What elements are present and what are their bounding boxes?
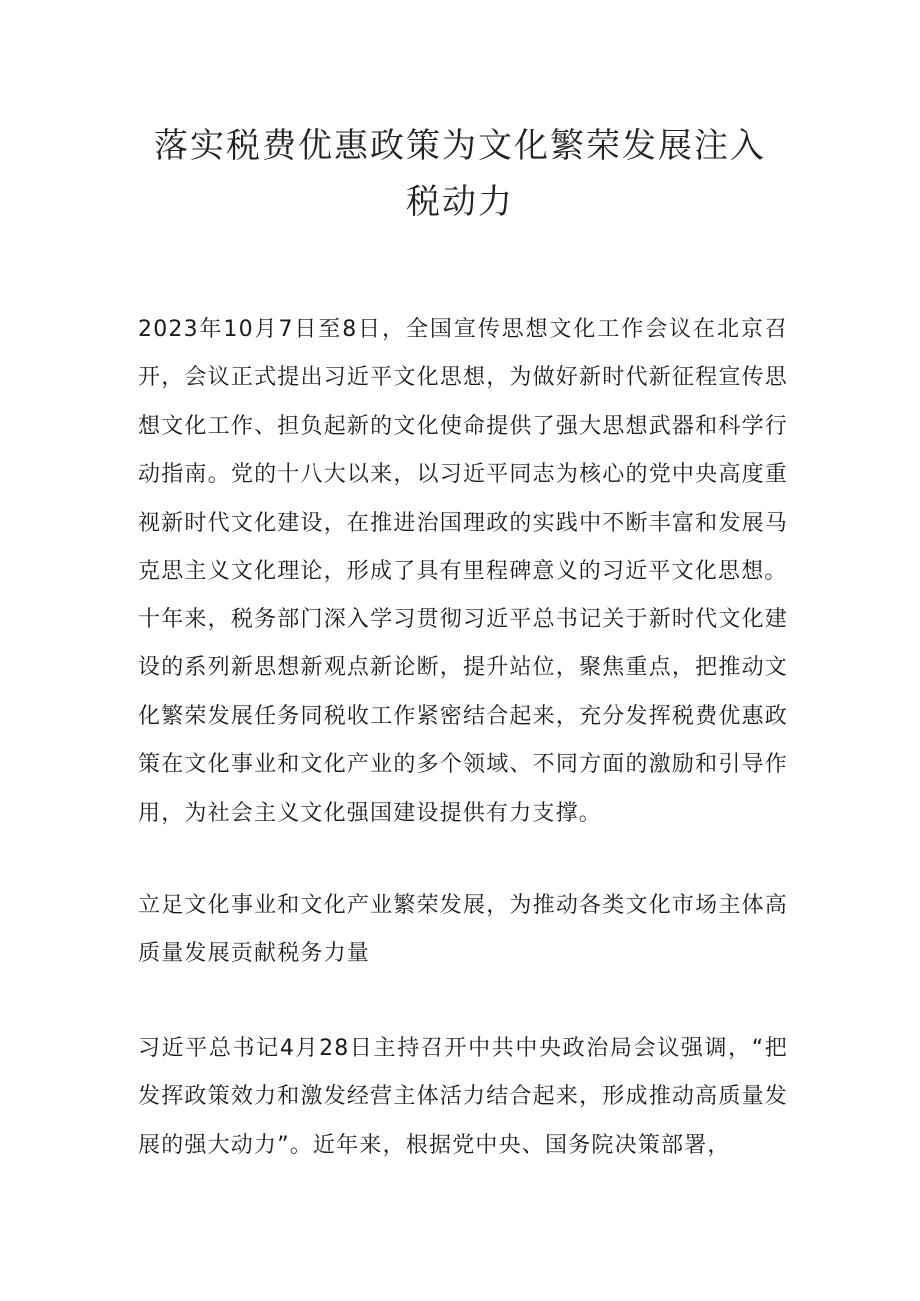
paragraph-intro: 2023年10月7日至8日，全国宣传思想文化工作会议在北京召开，会议正式提出习近平文化思想，为做好新时代新征程宣传思想文化工作、担负起新的文化使命提供了强大思想武器和科学行动指南。党的十八大以来，以习近平同志为核心的党中央高度重视新时代文化建设，在推进治国理政的实践中不断丰富和发展马克思主义文化理论，形成了具有里程碑意义的习近平文化思想。 (138, 317, 788, 585)
paragraph-ten-years: 十年来，税务部门深入学习贯彻习近平总书记关于新时代文化建设的系列新思想新观点新论断，提升站位，聚焦重点，把推动文化繁荣发展任务同税收工作紧密结合起来，充分发挥税费优惠政策在文化事业和文化产业的多个领域、不同方面的激励和引导作用，为社会主义文化强国建设提供有力支撑。 (138, 607, 788, 826)
document-title: 落实税费优惠政策为文化繁荣发展注入税动力 (154, 126, 766, 222)
paragraph-politburo: 习近平总书记4月28日主持召开中共中央政治局会议强调，“把发挥政策效力和激发经营主体活力结合起来，形成推动高质量发展的强大动力”。近年来，根据党中央、国务院决策部署， (138, 1036, 788, 1158)
section-heading: 立足文化事业和文化产业繁荣发展，为推动各类文化市场主体高质量发展贡献税务力量 (138, 893, 788, 967)
